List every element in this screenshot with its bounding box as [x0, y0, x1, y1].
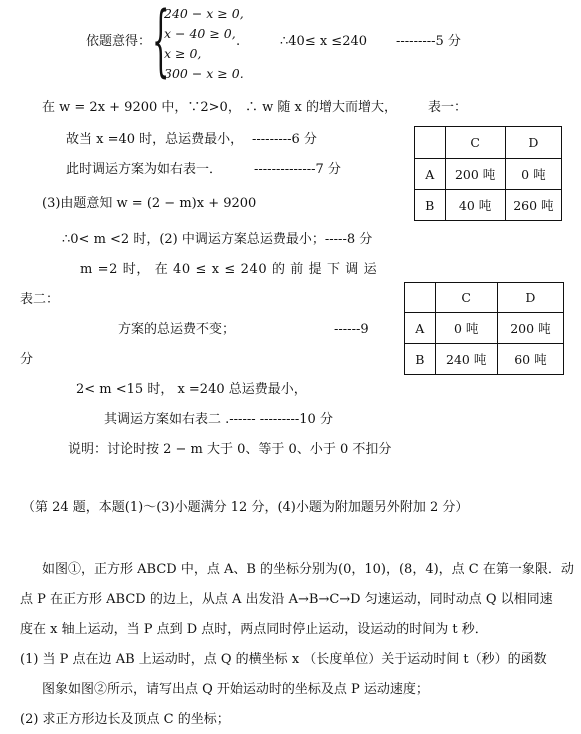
plan-table2-line: 其调运方案如右表二 .------ ---------10 分 [104, 412, 333, 427]
brace-symbol: { [152, 0, 170, 86]
system-period: . [236, 34, 241, 49]
plan-line: 此时调运方案为如右表一． [66, 162, 223, 177]
table-two [404, 282, 564, 375]
inequality-3: x ≥ 0, [164, 46, 202, 61]
note-line: 说明：讨论时按 2 − m 大于 0、等于 0、小于 0 不扣分 [68, 442, 392, 457]
problem24-line2: 点 P 在正方形 ABCD 的边上，从点 A 出发沿 A→B→C→D 匀速运动，同时动点 Q 以相同速 [20, 592, 553, 607]
table-cell: A [415, 159, 446, 190]
table-cell: B [405, 344, 436, 375]
range-result: ∴40≤ x ≤240 [280, 34, 368, 49]
table-cell [405, 283, 436, 313]
problem24-line3: 度在 x 轴上运动，当 P 点到 D 点时，两点同时停止运动，设运动的时间为 t 秒． [20, 622, 488, 637]
min-cost-line: 故当 x =40 时，总运费最小， [66, 132, 244, 147]
table-cell: 200 吨 [497, 313, 563, 344]
case-less-than-2: ∴0< m <2 时，(2) 中调运方案总运费最小；-----8 分 [62, 232, 373, 247]
table-cell: D [497, 283, 563, 313]
part3-expression: (3)由题意知 w = (2 − m)x + 9200 [42, 196, 257, 211]
table-cell: 200 吨 [445, 159, 505, 190]
table-cell: C [435, 283, 497, 313]
table-cell: 0 吨 [435, 313, 497, 344]
cost-unchanged: 方案的总运费不变； [118, 322, 236, 337]
table-cell: C [445, 127, 505, 159]
given-label: 依题意得： [86, 34, 152, 49]
problem24-q1-cont: 图象如图②所示，请写出点 Q 开始运动时的坐标及点 P 运动速度； [42, 682, 429, 697]
problem24-header: （第 24 题，本题(1)～(3)小题满分 12 分，(4)小题为附加题另外附加 2 分） [22, 500, 469, 515]
problem24-q1: (1) 当 P 点在边 AB 上运动时，点 Q 的横坐标 x （长度单位）关于运动时间 t（秒）的函数 [20, 652, 547, 667]
increase-statement: 在 w = 2x + 9200 中，∵2>0， ∴ w 随 x 的增大而增大， [42, 100, 397, 115]
table-cell: D [505, 127, 561, 159]
table-cell: B [415, 190, 446, 221]
problem24-q2: (2) 求正方形边长及顶点 C 的坐标； [20, 712, 230, 727]
score-6: ---------6 分 [252, 132, 317, 147]
table-cell: 260 吨 [505, 190, 561, 221]
table2-label: 表二： [20, 292, 60, 307]
table-cell: 40 吨 [445, 190, 505, 221]
table-cell [415, 127, 446, 159]
table-one [414, 126, 562, 221]
score-9-unit: 分 [20, 352, 34, 367]
score-5: ---------5 分 [396, 34, 461, 49]
inequality-2: x − 40 ≥ 0, [164, 26, 236, 41]
case-greater-2: 2< m <15 时， x =240 总运费最小， [76, 382, 307, 397]
inequality-1: 240 − x ≥ 0, [164, 6, 244, 21]
inequality-4: 300 − x ≥ 0. [164, 66, 244, 81]
table-cell: 60 吨 [497, 344, 563, 375]
case-equal-2: m =2 时， 在 40 ≤ x ≤ 240 的 前 提 下 调 运 [80, 262, 378, 277]
table-cell: 240 吨 [435, 344, 497, 375]
problem24-line1: 如图①，正方形 ABCD 中，点 A、B 的坐标分别为(0，10)，(8，4)，点 C 在第一象限．动 [42, 562, 574, 577]
table1-label: 表一： [428, 100, 468, 115]
table-cell: 0 吨 [505, 159, 561, 190]
score-7: --------------7 分 [254, 162, 341, 177]
table-cell: A [405, 313, 436, 344]
score-9: ------9 [334, 322, 369, 337]
